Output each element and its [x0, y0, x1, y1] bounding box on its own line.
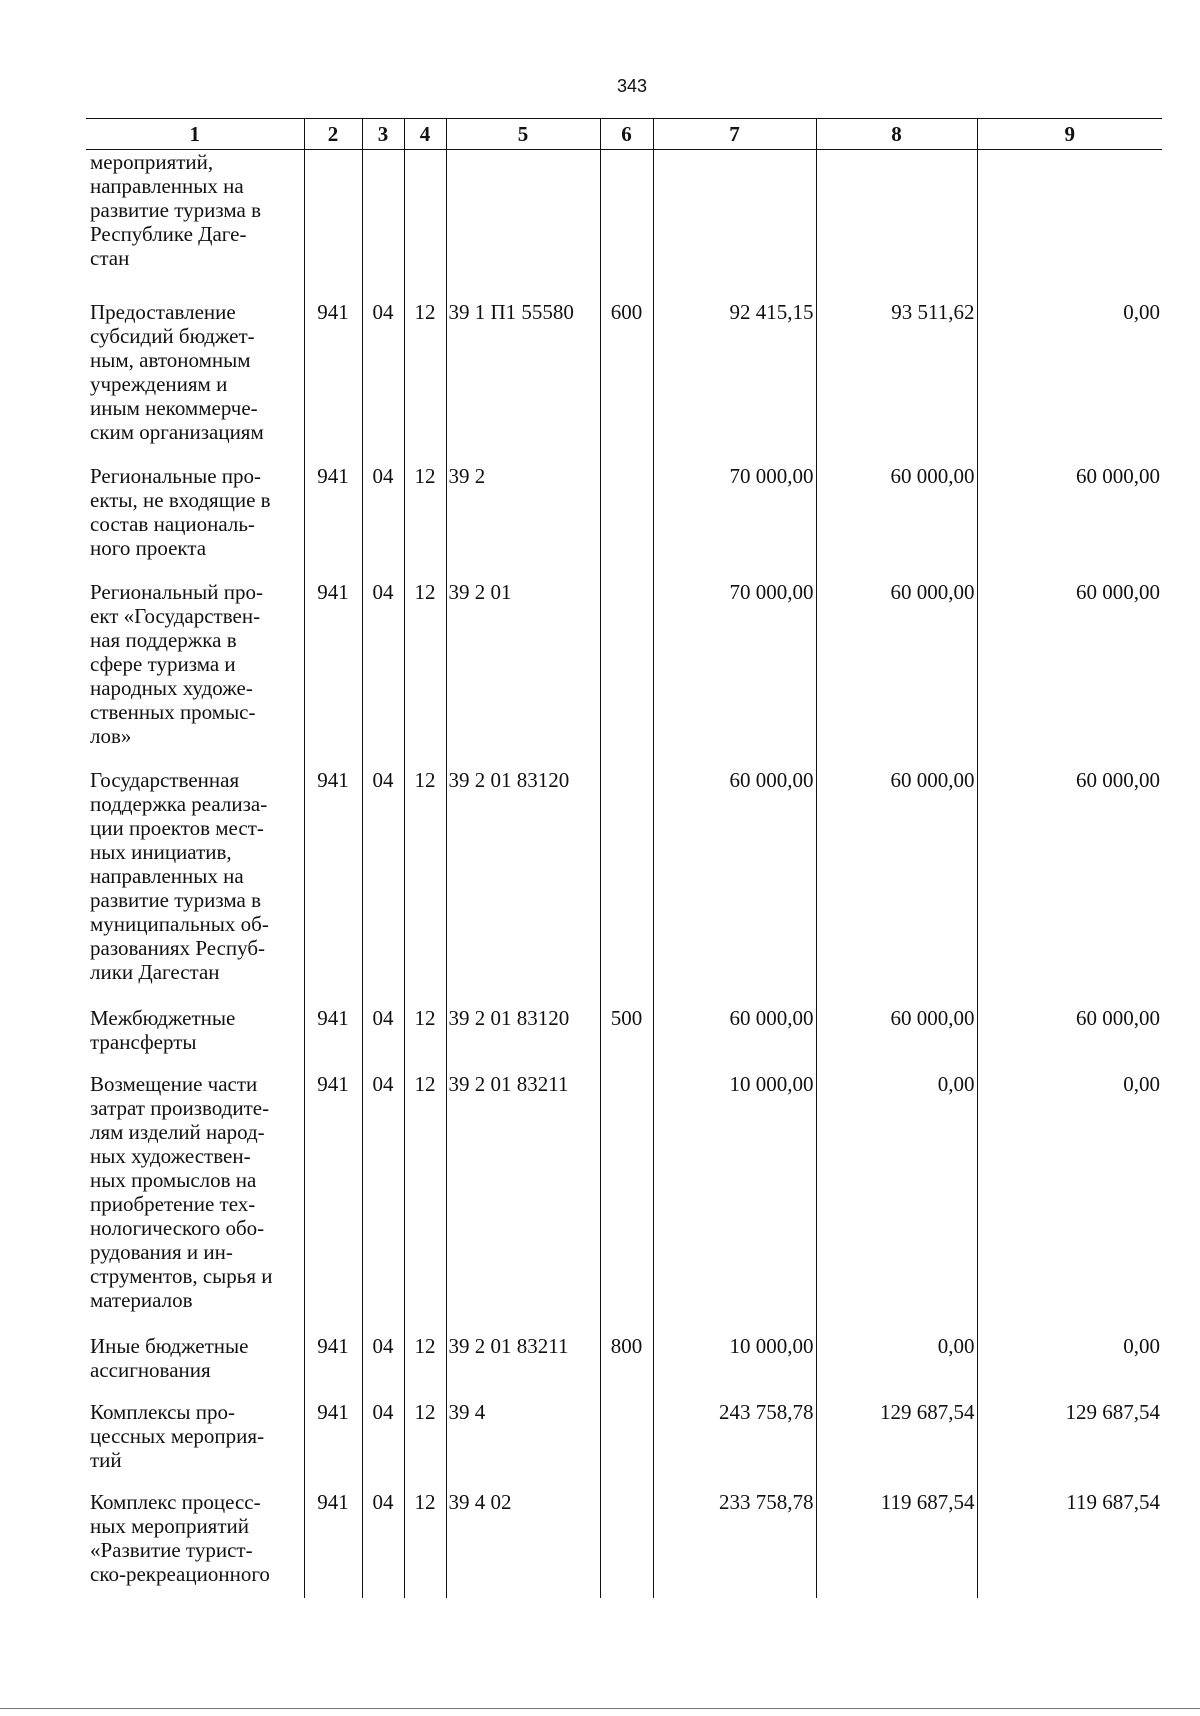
admin-code-cell: 941: [304, 580, 362, 768]
admin-code-cell: 941: [304, 768, 362, 1006]
admin-code-cell: 941: [304, 1006, 362, 1072]
header-cell: 1: [86, 119, 304, 150]
expense-type-cell: [600, 1490, 653, 1598]
row-name: Комплексы про- цессных мероприя- тий: [90, 1399, 265, 1472]
section-code-cell: 04: [362, 464, 404, 580]
amount-col9-cell: 0,00: [977, 300, 1162, 464]
target-article-cell: 39 2 01 83120: [446, 1006, 600, 1072]
scan-edge-line: [0, 1708, 1200, 1709]
row-name-cell: [86, 580, 304, 768]
table-row: [86, 1006, 1162, 1072]
amount-col8-cell: [816, 150, 977, 300]
subsection-code-cell: 12: [404, 1490, 446, 1598]
admin-code-cell: 941: [304, 1490, 362, 1598]
amount-col8-cell: 60 000,00: [816, 580, 977, 768]
amount-col8-cell: 60 000,00: [816, 768, 977, 1006]
row-name: Комплекс процесс- ных мероприятий «Развитие турист- ско-рекреационного: [90, 1489, 270, 1586]
amount-col7-cell: 243 758,78: [653, 1400, 816, 1490]
row-name: Возмещение части затрат производите- лям изделий народ- ных художествен- ных промыслов на приобретение тех- нологического обо- рудования и ин- струментов, сырья и материалов: [90, 1071, 273, 1312]
expense-type-cell: [600, 1400, 653, 1490]
amount-col9-cell: 60 000,00: [977, 464, 1162, 580]
section-code-cell: 04: [362, 1334, 404, 1400]
admin-code-cell: 941: [304, 1400, 362, 1490]
admin-code-cell: 941: [304, 1334, 362, 1400]
subsection-code-cell: [404, 150, 446, 300]
amount-col9-cell: [977, 150, 1162, 300]
section-code-cell: 04: [362, 768, 404, 1006]
row-name: Предоставление субсидий бюджет- ным, автономным учреждениям и иным некоммерче- ским организациям: [90, 299, 264, 444]
table-row: [86, 768, 1162, 1006]
header-row: [86, 119, 1162, 150]
budget-table: [86, 118, 1162, 1598]
row-name-cell: [86, 1334, 304, 1400]
row-name: Региональные про- екты, не входящие в состав националь- ного проекта: [90, 463, 271, 560]
expense-type-cell: 500: [600, 1006, 653, 1072]
section-code-cell: 04: [362, 1072, 404, 1334]
expense-type-cell: 600: [600, 300, 653, 464]
amount-col7-cell: [653, 150, 816, 300]
row-name-cell: [86, 1072, 304, 1334]
row-name-cell: [86, 300, 304, 464]
header-cell: 3: [362, 119, 404, 150]
amount-col8-cell: 0,00: [816, 1072, 977, 1334]
amount-col9-cell: 0,00: [977, 1072, 1162, 1334]
target-article-cell: 39 2 01 83120: [446, 768, 600, 1006]
header-cell: 6: [600, 119, 653, 150]
subsection-code-cell: 12: [404, 300, 446, 464]
section-code-cell: 04: [362, 1006, 404, 1072]
amount-col7-cell: 10 000,00: [653, 1334, 816, 1400]
header-cell: 2: [304, 119, 362, 150]
amount-col7-cell: 92 415,15: [653, 300, 816, 464]
target-article-cell: 39 1 П1 55580: [446, 300, 600, 464]
table-row: [86, 1072, 1162, 1334]
admin-code-cell: [304, 150, 362, 300]
section-code-cell: 04: [362, 580, 404, 768]
amount-col9-cell: 0,00: [977, 1334, 1162, 1400]
target-article-cell: [446, 150, 600, 300]
amount-col7-cell: 10 000,00: [653, 1072, 816, 1334]
row-name-cell: [86, 1490, 304, 1598]
subsection-code-cell: 12: [404, 1072, 446, 1334]
target-article-cell: 39 2 01: [446, 580, 600, 768]
table-row: [86, 1334, 1162, 1400]
subsection-code-cell: 12: [404, 1006, 446, 1072]
table-row: [86, 1490, 1162, 1598]
section-code-cell: 04: [362, 1490, 404, 1598]
amount-col9-cell: 60 000,00: [977, 580, 1162, 768]
row-name: Межбюджетные трансферты: [90, 1005, 236, 1054]
amount-col8-cell: 93 511,62: [816, 300, 977, 464]
row-name-cell: [86, 464, 304, 580]
subsection-code-cell: 12: [404, 768, 446, 1006]
row-name: Государственная поддержка реализа- ции проектов мест- ных инициатив, направленных на развитие туризма в муниципальных об- разованиях Респуб- лики Дагестан: [90, 767, 269, 984]
row-name: Иные бюджетные ассигнования: [90, 1333, 249, 1382]
admin-code-cell: 941: [304, 464, 362, 580]
subsection-code-cell: 12: [404, 1400, 446, 1490]
table-row: [86, 300, 1162, 464]
amount-col8-cell: 60 000,00: [816, 1006, 977, 1072]
amount-col8-cell: 60 000,00: [816, 464, 977, 580]
header-cell: 9: [977, 119, 1162, 150]
amount-col8-cell: 129 687,54: [816, 1400, 977, 1490]
expense-type-cell: [600, 1072, 653, 1334]
amount-col7-cell: 60 000,00: [653, 768, 816, 1006]
header-cell: 7: [653, 119, 816, 150]
row-name: Региональный про- ект «Государствен- ная поддержка в сфере туризма и народных художе- ственных промыс- лов»: [90, 579, 263, 748]
row-name-cell: [86, 1400, 304, 1490]
expense-type-cell: [600, 768, 653, 1006]
table-row: [86, 580, 1162, 768]
admin-code-cell: 941: [304, 300, 362, 464]
subsection-code-cell: 12: [404, 464, 446, 580]
expense-type-cell: [600, 150, 653, 300]
section-code-cell: [362, 150, 404, 300]
subsection-code-cell: 12: [404, 580, 446, 768]
budget-table-container: [86, 118, 1162, 1598]
table-row: [86, 150, 1162, 300]
amount-col7-cell: 70 000,00: [653, 464, 816, 580]
amount-col9-cell: 60 000,00: [977, 1006, 1162, 1072]
subsection-code-cell: 12: [404, 1334, 446, 1400]
row-name: мероприятий, направленных на развитие туризма в Республике Даге- стан: [90, 150, 262, 270]
header-cell: 5: [446, 119, 600, 150]
header-cell: 8: [816, 119, 977, 150]
row-name-cell: [86, 150, 304, 300]
amount-col9-cell: 60 000,00: [977, 768, 1162, 1006]
amount-col9-cell: 129 687,54: [977, 1400, 1162, 1490]
amount-col7-cell: 233 758,78: [653, 1490, 816, 1598]
section-code-cell: 04: [362, 300, 404, 464]
table-row: [86, 464, 1162, 580]
amount-col8-cell: 0,00: [816, 1334, 977, 1400]
amount-col8-cell: 119 687,54: [816, 1490, 977, 1598]
table-row: [86, 1400, 1162, 1490]
amount-col7-cell: 70 000,00: [653, 580, 816, 768]
page-number: 343: [616, 76, 648, 96]
section-code-cell: 04: [362, 1400, 404, 1490]
admin-code-cell: 941: [304, 1072, 362, 1334]
target-article-cell: 39 2: [446, 464, 600, 580]
expense-type-cell: 800: [600, 1334, 653, 1400]
row-name-cell: [86, 768, 304, 1006]
expense-type-cell: [600, 580, 653, 768]
header-cell: 4: [404, 119, 446, 150]
expense-type-cell: [600, 464, 653, 580]
target-article-cell: 39 4 02: [446, 1490, 600, 1598]
row-name-cell: [86, 1006, 304, 1072]
target-article-cell: 39 4: [446, 1400, 600, 1490]
target-article-cell: 39 2 01 83211: [446, 1072, 600, 1334]
amount-col7-cell: 60 000,00: [653, 1006, 816, 1072]
amount-col9-cell: 119 687,54: [977, 1490, 1162, 1598]
target-article-cell: 39 2 01 83211: [446, 1334, 600, 1400]
